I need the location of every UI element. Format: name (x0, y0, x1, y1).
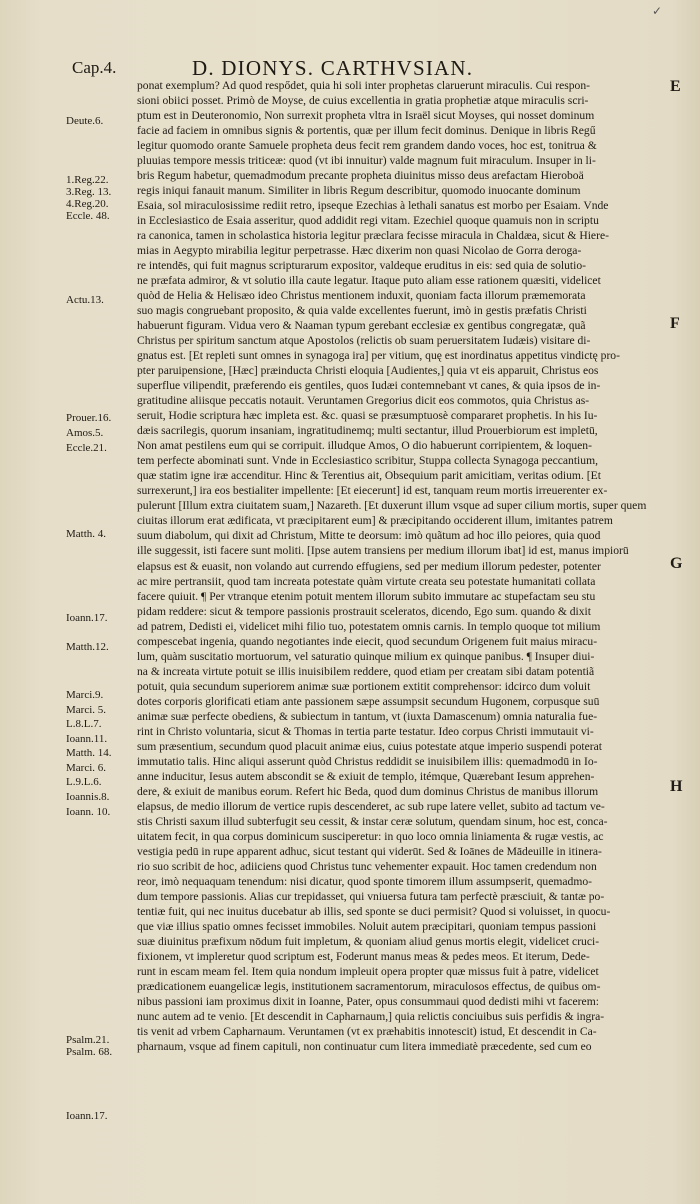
text-line: quòd de Helia & Helisæo ideo Christus mentionem induxit, quoniam facta illorum præmemorata (137, 289, 586, 303)
margin-reference: Ioann.17. (66, 612, 108, 624)
text-line: facie ad faciem in omnibus signis & portentis, quæ per illum fecit dominus. Denique in libris Regű (137, 124, 596, 138)
margin-reference: Matth. 4. (66, 528, 107, 540)
text-line: suum diabolum, qui dixit ad Christum, Mitte te deorsum: imò quãtum ad hoc illo peiores, quia quod (137, 529, 601, 543)
check-mark: ✓ (651, 4, 662, 18)
text-line: runt in escam meam fel. Item quia nondum impleuit opera propter quæ missus fuit à patre, videlicet (137, 964, 599, 978)
text-line: Christus per spiritum sanctum atque Apostolos (relictis ob suam peruersitatem Iudæis) visitare di- (137, 334, 591, 348)
margin-reference: Psalm. 68. (66, 1046, 113, 1058)
margin-reference: Deute.6. (66, 115, 104, 127)
text-line: rio suo scribit de hoc, adiiciens quod Christus tunc vehementer expauit. Hoc tamen credendum non (137, 859, 597, 873)
text-line: mias in Aegypto mirabilia legitur perpetrasse. Hæc dixerim non quasi Nicolao de Gorra deroga- (137, 244, 582, 258)
text-line: elapsus est & euasit, non volando aut currendo effugiens, sed per medium illorum pedester, potenter (137, 559, 601, 573)
margin-reference: Matth. 14. (66, 747, 112, 759)
text-line: tis venit ad vrbem Capharnaum. Veruntamen (vt ex præhabitis innotescit) istud, Et descendit in Ca- (137, 1024, 597, 1038)
text-line: ne præfata admiror, & vt solutio illa caute legatur. Itaque puto aliam esse rationem quæsiti, videlicet (137, 274, 601, 288)
text-line: legitur quomodo orante Samuele propheta deus fecit rem grandem dando voces, hoc est, tonitrua & (137, 139, 597, 153)
margin-reference: Prouer.16. (66, 412, 112, 424)
text-line: sum præsentium, secundum quod placuit animæ eius, cuius potestate atque imperio suspendi poterat (137, 739, 602, 753)
text-line: re intendēs, qui fuit magnus scripturarum expositor, valdeque eruditus in eis: sed quia de solutio- (137, 259, 587, 273)
text-line: ac mire pertransiit, quod tam increata potestate quàm virtute creata seu potestate humanitati collata (137, 574, 596, 588)
text-line: dere, & exiuit de manibus eorum. Refert hic Beda, quod dum dominus Christus de manibus illorum (137, 784, 599, 798)
margin-reference: 3.Reg. 13. (66, 186, 112, 198)
text-line: facere quiuit. ¶ Per vtranque etenim potuit mentem illorum subito immutare ac stupefactam seu stu (137, 589, 596, 603)
text-line: seruit, Hodie scriptura hæc impleta est. &c. quasi se præsumptuosè compararet prophetis. In his Iu- (137, 409, 598, 423)
text-line: rint in Christo voluntaria, sicut & Thomas in tertia parte testatur. Ideo corpus Christi immutauit vi- (137, 724, 594, 738)
text-line: ille suggessit, isti facere sunt moliti. [Ipse autem transiens per medium illorum ibat] id est, manus impiorū (137, 544, 629, 558)
text-line: habuerunt figuram. Vidua vero & Naaman typum gerebant ecclesiæ ex gentibus congregatæ, quã (137, 319, 586, 333)
chapter-label: Cap.4. (72, 58, 117, 77)
margin-reference: Ioann.11. (66, 733, 108, 745)
margin-reference: 4.Reg.20. (66, 198, 109, 210)
text-line: suæ diuinitus præfixum nōdum fuit impletum, & quoniam aliud genus mortis elegit, videlicet cruci- (137, 934, 600, 948)
text-line: ad patrem, Dedisti ei, videlicet mihi filio tuo, potestatem omnis carnis. In templo quoque tot milium (137, 619, 601, 633)
text-line: quæ statim igne iræ accenditur. Hinc & Terentius ait, Obsequium parit amicitiam, veritas odium. [Et (137, 469, 601, 483)
text-line: ptum est in Deuteronomio, Non surrexit propheta vltra in Israël sicut Moyses, qui nosset dominum (137, 109, 595, 123)
text-line: Esaia, sol miraculosissime rediit retro, ipseque Ezechias à lethali sanatus est morbo per Esaiam. Vnde (137, 199, 609, 213)
text-line: pluuias tempore messis triticeæ: quod (vt ibi innuitur) valde magnum fuit miraculum. Insuper in li- (137, 154, 596, 168)
text-line: pharnaum, vsque ad finem capituli, non continuatur cum litera immediatè præcedente, sed cum eo (137, 1040, 592, 1053)
margin-reference: Ioann.17. (66, 1110, 108, 1122)
text-line: surrexerunt,] ira eos bestialiter impellente: [Et eiecerunt] id est, tanquam reum mortis irreuerenter ex- (137, 484, 608, 498)
text-line: stis Christi saxum illud subterfugit seu cessit, & instar ceræ solutum, quendam sinum, hoc est, conca- (137, 814, 608, 828)
text-line: ciuitas illorum erat ædificata, vt præcipitarent eum] & præcipitando occiderent illum, imitantes patrem (137, 514, 613, 528)
margin-reference: Eccle. 48. (66, 210, 110, 222)
margin-reference: Marci.9. (66, 689, 104, 701)
text-line: anne inducitur, Iesus autem abscondit se & exiuit de templo, itémque, Quærebant Iesum apprehen- (137, 769, 595, 783)
text-line: Non amat pestilens eum qui se corripuit. illudque Amos, O dio habuerunt corripientem, & loquen- (137, 439, 592, 453)
text-line: nibus passioni iam proximus dixit in Ioanne, Pater, opus consummaui quod dedisti mihi vt facerem: (137, 994, 599, 1008)
text-line: in Ecclesiastico de Esaia asseritur, quod addidit regi vitam. Ezechiel quoque quamuis non in scriptu (137, 214, 599, 228)
section-letter-e: E (670, 78, 681, 95)
running-title: D. DIONYS. CARTHVSIAN. (192, 56, 474, 80)
text-line: nunc autem ad te venio. [Et descendit in Capharnaum,] quia relictis conciuibus suis perfidis & ingra- (137, 1009, 605, 1023)
text-line: uitatem fecit, in qua corpus dominicum susciperetur: in quo loco omnia liniamenta & rugæ vestis, ac (137, 829, 604, 843)
margin-reference: Ioann. 10. (66, 806, 111, 818)
text-line: vestigia pedū in rupe apparent adhuc, sicut testant qui viderūt. Sed & Ioānes de Mādeuille in itinera- (137, 844, 602, 858)
margin-reference: Psalm.21. (66, 1034, 110, 1046)
margin-reference: Eccle.21. (66, 442, 107, 454)
text-line: bris Regum habetur, quemadmodum precante propheta diuinitus misso deus arefactam Hieroboä (137, 169, 584, 183)
text-line: elapsus, de medio illorum de vertice rupis descenderet, ac sub rupe latere vellet, subito ad tactum ve- (137, 799, 605, 813)
text-line: compescebat ingenia, quando negotiantes inde eiecit, quod secundum Origenem fuit maius miracu- (137, 634, 598, 648)
text-line: que viæ illius spatio omnes fecisset immobiles. Noluit autem præcipitari, quoniam tempus passioni (137, 919, 597, 933)
text-line: animæ suæ perfecte obediens, & subiectum in tantum, vt (iuxta Damascenum) omnia naturalia fue- (137, 709, 598, 723)
text-line: superflue vilipendit, præferendo eis gentiles, quos Iudæi contemnebant vt canes, & quia ipsos de in- (137, 379, 601, 393)
text-line: ponat exemplum? Ad quod respődet, quia hi soli inter prophetas claruerunt miraculis. Cui respon- (137, 79, 591, 92)
main-text-column (137, 78, 667, 1054)
text-line: reor, imò nequaquam tenendum: nisi dicatur, quod sponte timorem illum assumpserit, quemadmo- (137, 874, 593, 888)
text-line: prædicationem euangelicæ legis, institutionem sacramentorum, miraculosos effectus, de quibus om- (137, 979, 601, 993)
margin-reference: 1.Reg.22. (66, 174, 109, 186)
margin-reference: Marci. 6. (66, 762, 107, 774)
text-line: fixionem, vt impleretur quod scriptum est, Foderunt manus meas & pedes meos. Et iterum, Dede- (137, 949, 590, 963)
margin-reference: Amos.5. (66, 427, 104, 439)
text-line: suo magis congruebant proposito, & quia valde excellentes fuerunt, imò in gestis præfatis Christi (137, 304, 587, 318)
text-line: tentiæ fuit, qui nec inuitus ducebatur ab illis, sed sponte se duci permisit? Quod si voluisset, in quocu- (137, 904, 611, 918)
margin-reference: L.8.L.7. (66, 718, 102, 730)
text-line: potuit, quia secundum superiorem animæ suæ portionem extitit comprehensor: idcirco dum voluit (137, 679, 591, 693)
text-line: regis iniqui fanauit manum. Similiter in libris Regum describitur, quomodo inuocante dominum (137, 184, 581, 198)
section-letter-f: F (670, 315, 680, 332)
margin-reference: Actu.13. (66, 294, 104, 306)
text-line: dotes corporis glorificati etiam ante passionem sæpe assumpsit secundum Hugonem, corpusque suū (137, 694, 600, 708)
section-letter-g: G (670, 555, 683, 572)
section-letter-h: H (670, 778, 683, 795)
text-line: dum tempore passionis. Alias cur trepidasset, qui vniuersa futura tam perfectè præsciuit, & tantæ po- (137, 889, 605, 903)
margin-reference: L.9.L.6. (66, 776, 102, 788)
text-line: pulerunt [Illum extra ciuitatem suam,] Nazareth. [Et duxerunt illum vsque ad super cilium mortis, super quem (137, 499, 647, 513)
margin-reference: Marci. 5. (66, 704, 107, 716)
text-line: ra canonica, tamen in scholastica historia legitur præclara fecisse miracula in Chaldæa, sicut & Hiere- (137, 229, 609, 243)
margin-reference: Matth.12. (66, 641, 109, 653)
text-line: lum, quàm suscitatio mortuorum, vel saturatio quinque milium ex quinque panibus. ¶ Insuper diui- (137, 649, 595, 663)
text-line: pidam reddere: sicut & tempore passionis prostrauit sceleratos, dicendo, Ego sum. quando & dixit (137, 604, 591, 618)
text-line: immutatio talis. Hinc aliqui asserunt quòd Christus reddidit se inuisibilem illis: quemadmodū in Io- (137, 754, 598, 768)
text-line: sioni obiici posset. Primò de Moyse, de cuius excellentia in gratia prophetiæ atque miraculis scri- (137, 94, 589, 108)
margin-reference: Ioannis.8. (66, 791, 110, 803)
text-line: dæis sacrilegis, quorum insaniam, ingratitudinemq; multi sectantur, illud Prouerbiorum est impletū, (137, 424, 598, 438)
text-line: pter paruipensione, [Hæc] præinducta Christi eloquia [Audientes,] quia vt eis apparuit, Christus eos (137, 364, 599, 378)
text-line: gratitudine aliisque peccatis notauit. Veruntamen Gregorius dicit eos commotos, quia Christus as- (137, 394, 590, 408)
text-line: tem perfecte abominati sunt. Vnde in Ecclesiastico scribitur, Stuppa collecta Synagoga peccantium, (137, 454, 598, 468)
text-line: na & increata virtute potuit se illis inuisibilem reddere, quod etiam per creatam sibi datam potentiã (137, 664, 595, 678)
text-line: gnatus est. [Et repleti sunt omnes in synagoga ira] per vitium, quę est inordinatus appetitus vindictę pro- (137, 349, 620, 363)
